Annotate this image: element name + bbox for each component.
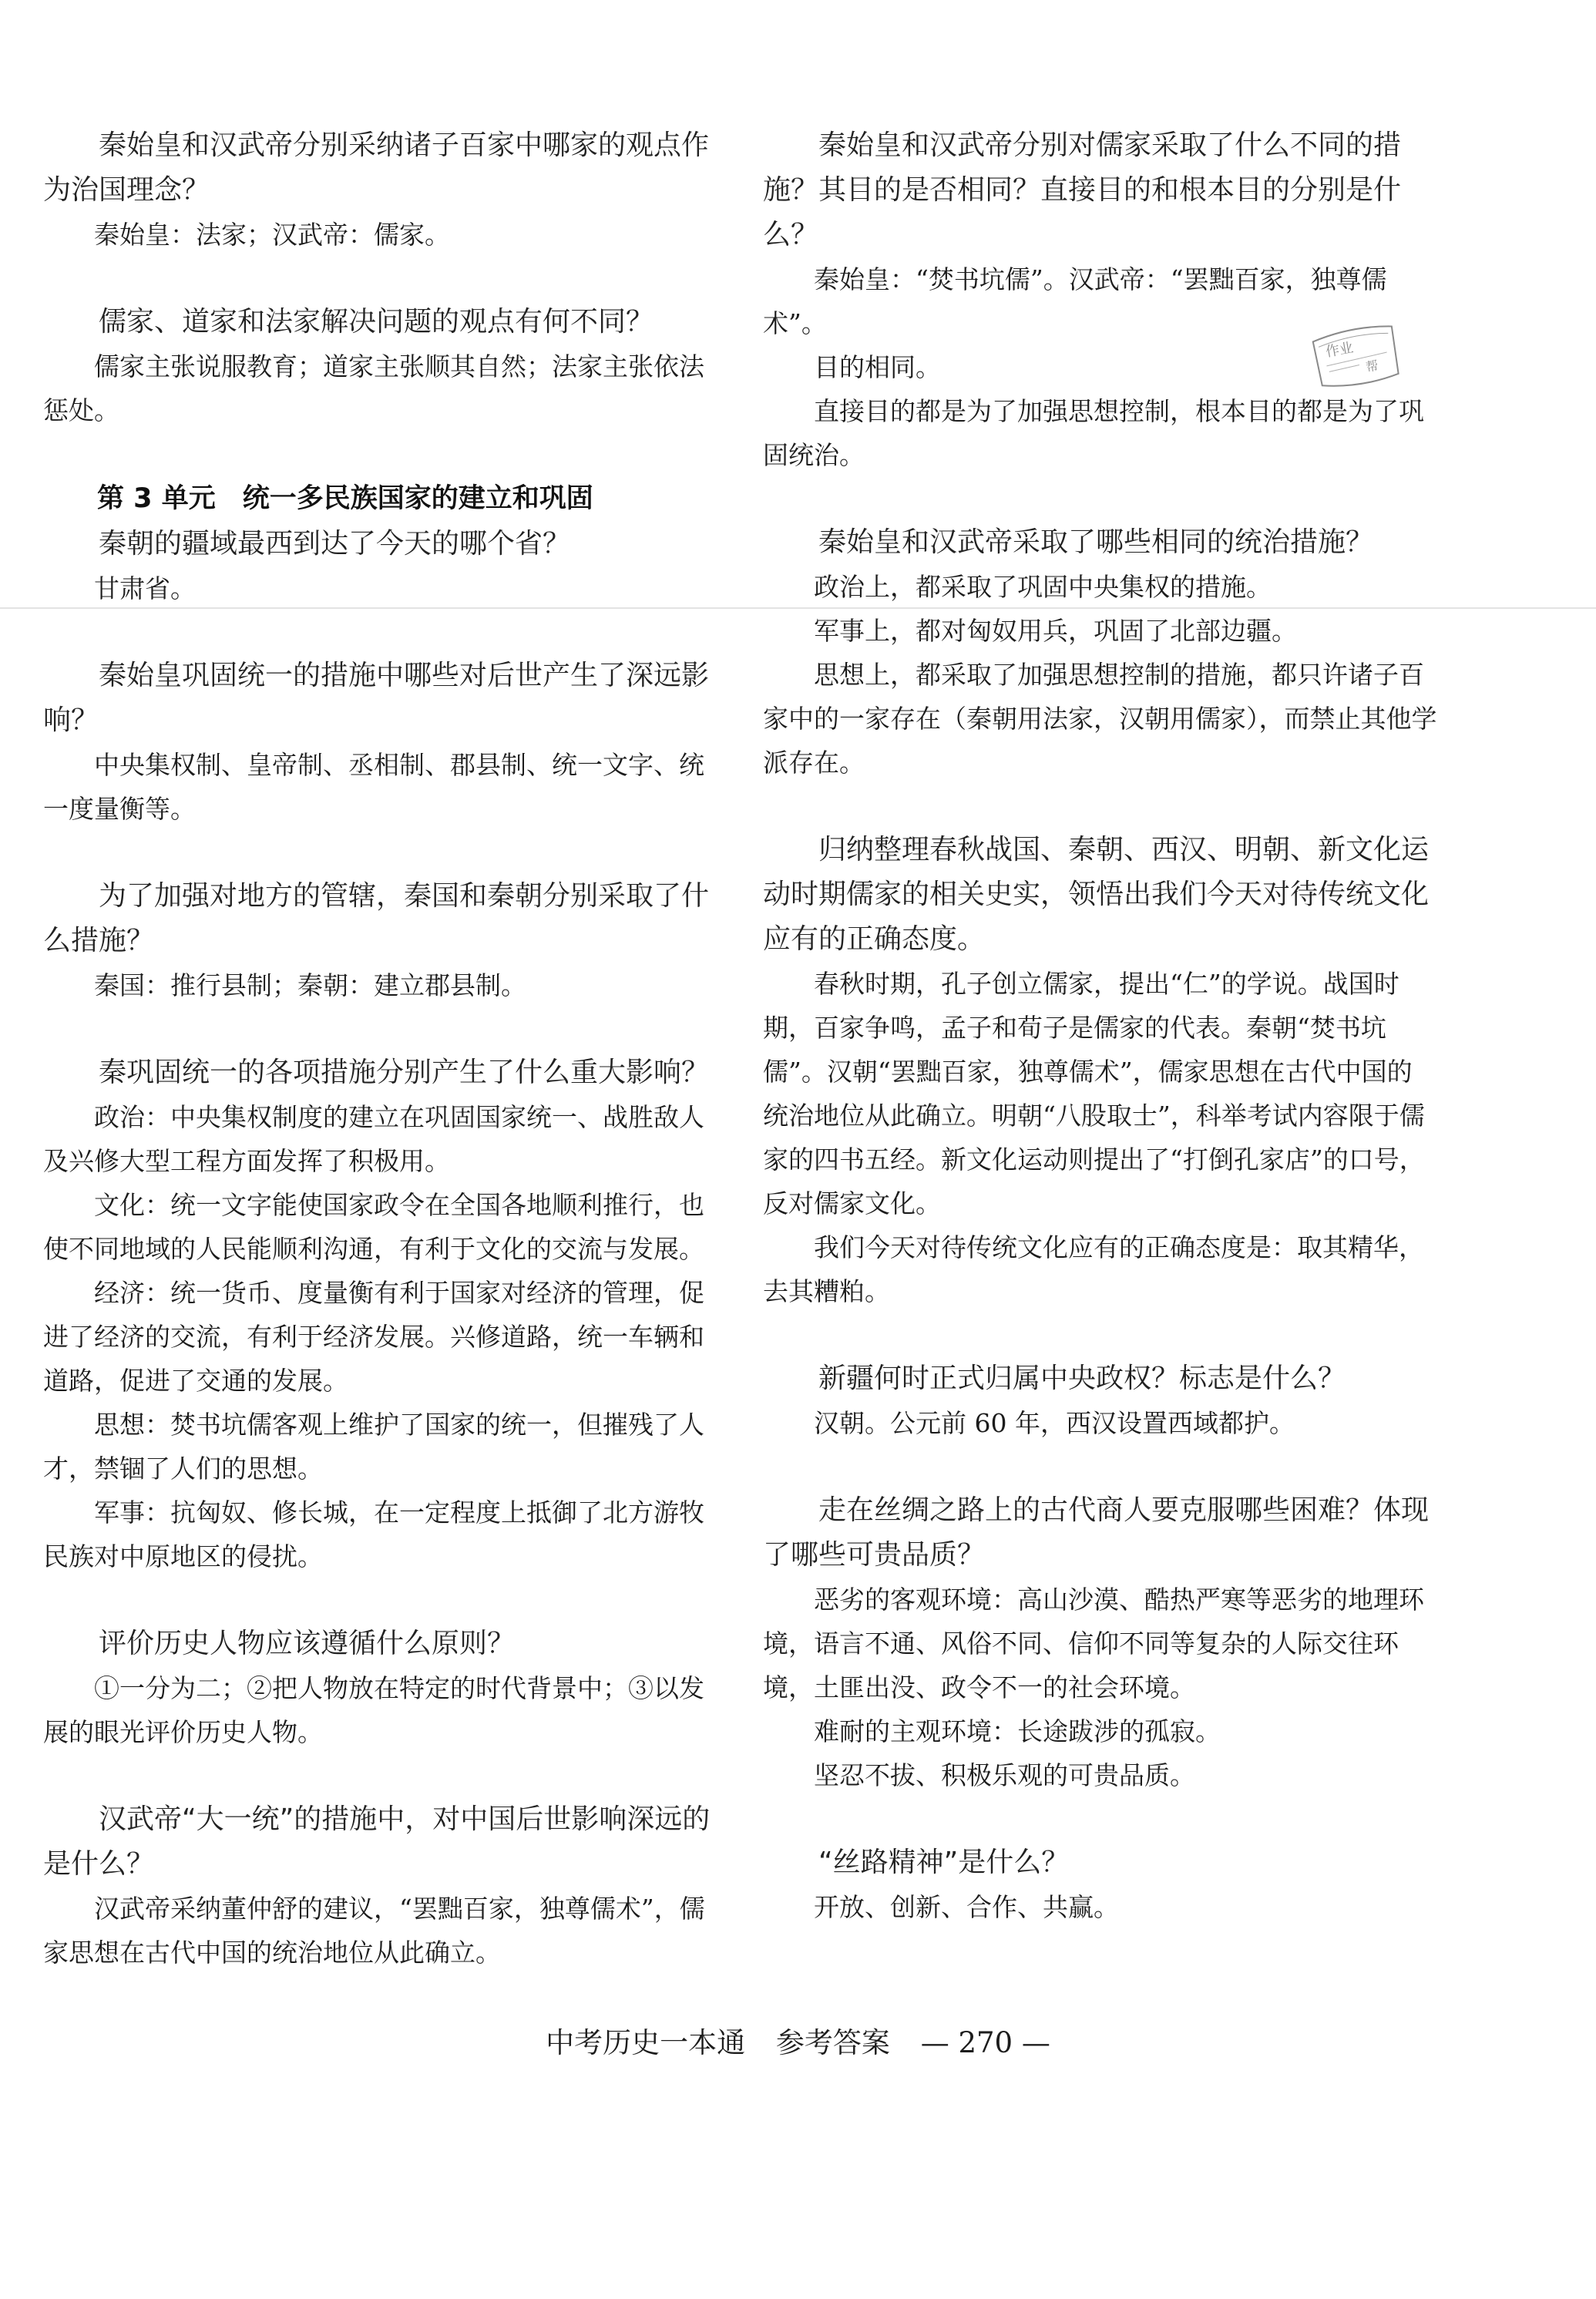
answer: 政治上，都采取了巩固中央集权的措施。 bbox=[814, 572, 1272, 602]
answer: 坚忍不拔、积极乐观的可贵品质。 bbox=[814, 1760, 1195, 1790]
answer: 我们今天对待传统文化应有的正确态度是：取其精华，去其糟粕。 bbox=[763, 1232, 1424, 1306]
question: 汉武帝“大一统”的措施中，对中国后世影响深远的是什么？ bbox=[43, 1803, 711, 1880]
stamp-text-1: 作业 bbox=[1324, 339, 1355, 361]
answer: 开放、创新、合作、共赢。 bbox=[814, 1892, 1119, 1922]
page-footer bbox=[0, 2019, 1596, 2061]
question: 秦朝的疆域最西到达了今天的哪个省？ bbox=[99, 528, 571, 560]
question: 秦始皇巩固统一的措施中哪些对后世产生了深远影响？ bbox=[43, 660, 710, 736]
question: 秦始皇和汉武帝分别采纳诸子百家中哪家的观点作为治国理念？ bbox=[43, 129, 710, 206]
page-number: — 270 — bbox=[920, 2026, 1050, 2059]
answer: 秦始皇：“焚书坑儒”。汉武帝：“罢黜百家，独尊儒术”。 bbox=[763, 264, 1387, 338]
answer: 春秋时期，孔子创立儒家，提出“仁”的学说。战国时期，百家争鸣，孟子和荀子是儒家的代表。秦朝“焚书坑儒”。汉朝“罢黜百家，独尊儒术”，儒家思想在古代中国的统治地位从此确立。明朝“八股取士”，科举考试内容限于儒家的四书五经。新文化运动则提出了“打倒孔家店”的口号，反对儒家文化。 bbox=[763, 969, 1425, 1218]
answer: 思想上，都采取了加强思想控制的措施，都只许诸子百家中的一家存在（秦朝用法家，汉朝用儒家），而禁止其他学派存在。 bbox=[763, 660, 1437, 778]
answer: 甘肃省。 bbox=[94, 573, 196, 603]
right-column bbox=[763, 123, 1437, 1929]
answer: 秦国：推行县制；秦朝：建立郡县制。 bbox=[94, 970, 526, 1000]
answer: 经济：统一货币、度量衡有利于国家对经济的管理，促进了经济的交流，有利于经济发展。兴修道路，统一车辆和道路，促进了交通的发展。 bbox=[43, 1278, 704, 1396]
stamp-text-2: 帮 bbox=[1364, 358, 1379, 375]
answer: 汉朝。公元前 60 年，西汉设置西域都护。 bbox=[814, 1408, 1295, 1438]
answer: 秦始皇：法家；汉武帝：儒家。 bbox=[94, 220, 450, 250]
question: 秦始皇和汉武帝采取了哪些相同的统治措施？ bbox=[818, 526, 1374, 558]
unit-title: 第 3 单元 统一多民族国家的建立和巩固 bbox=[97, 483, 593, 514]
answer: 政治：中央集权制度的建立在巩固国家统一、战胜敌人及兴修大型工程方面发挥了积极用。 bbox=[43, 1102, 704, 1176]
question: 走在丝绸之路上的古代商人要克服哪些困难？体现了哪些可贵品质？ bbox=[763, 1494, 1430, 1571]
answer: 恶劣的客观环境：高山沙漠、酷热严寒等恶劣的地理环境，语言不通、风俗不同、信仰不同等复杂的人际交往环境，土匪出没、政令不一的社会环境。 bbox=[763, 1585, 1424, 1702]
left-column bbox=[43, 123, 717, 1975]
question: 秦巩固统一的各项措施分别产生了什么重大影响？ bbox=[99, 1057, 710, 1088]
footer-book-title: 中考历史一本通 bbox=[546, 2026, 746, 2059]
answer: 思想：焚书坑儒客观上维护了国家的统一，但摧残了人才，禁锢了人们的思想。 bbox=[43, 1410, 704, 1484]
question: 归纳整理春秋战国、秦朝、西汉、明朝、新文化运动时期儒家的相关史实，领悟出我们今天对待传统文化应有的正确态度。 bbox=[763, 834, 1430, 955]
footer-section: 参考答案 bbox=[775, 2026, 890, 2059]
answer: 文化：统一文字能使国家政令在全国各地顺利推行，也使不同地域的人民能顺利沟通，有利于文化的交流与发展。 bbox=[43, 1190, 704, 1264]
answer: 目的相同。 bbox=[814, 352, 941, 382]
answer: 军事上，都对匈奴用兵，巩固了北部边疆。 bbox=[814, 616, 1297, 646]
answer: 汉武帝采纳董仲舒的建议，“罢黜百家，独尊儒术”，儒家思想在古代中国的统治地位从此确立。 bbox=[43, 1894, 705, 1968]
question: 为了加强对地方的管辖，秦国和秦朝分别采取了什么措施？ bbox=[43, 880, 710, 956]
question: 儒家、道家和法家解决问题的观点有何不同？ bbox=[99, 306, 654, 338]
answer: 军事：抗匈奴、修长城，在一定程度上抵御了北方游牧民族对中原地区的侵扰。 bbox=[43, 1497, 704, 1571]
answer: 中央集权制、皇帝制、丞相制、郡县制、统一文字、统一度量衡等。 bbox=[43, 750, 704, 824]
question: “丝路精神”是什么？ bbox=[818, 1847, 1070, 1878]
answer: 儒家主张说服教育；道家主张顺其自然；法家主张依法惩处。 bbox=[43, 351, 704, 425]
answer: 直接目的都是为了加强思想控制，根本目的都是为了巩固统治。 bbox=[763, 396, 1424, 470]
answer: ①一分为二；②把人物放在特定的时代背景中；③以发展的眼光评价历史人物。 bbox=[43, 1673, 704, 1747]
question: 评价历史人物应该遵循什么原则？ bbox=[99, 1628, 516, 1659]
question: 新疆何时正式归属中央政权？标志是什么？ bbox=[818, 1363, 1346, 1394]
question: 秦始皇和汉武帝分别对儒家采取了什么不同的措施？其目的是否相同？直接目的和根本目的分别是什么？ bbox=[763, 129, 1402, 250]
answer: 难耐的主观环境：长途跋涉的孤寂。 bbox=[814, 1716, 1221, 1746]
